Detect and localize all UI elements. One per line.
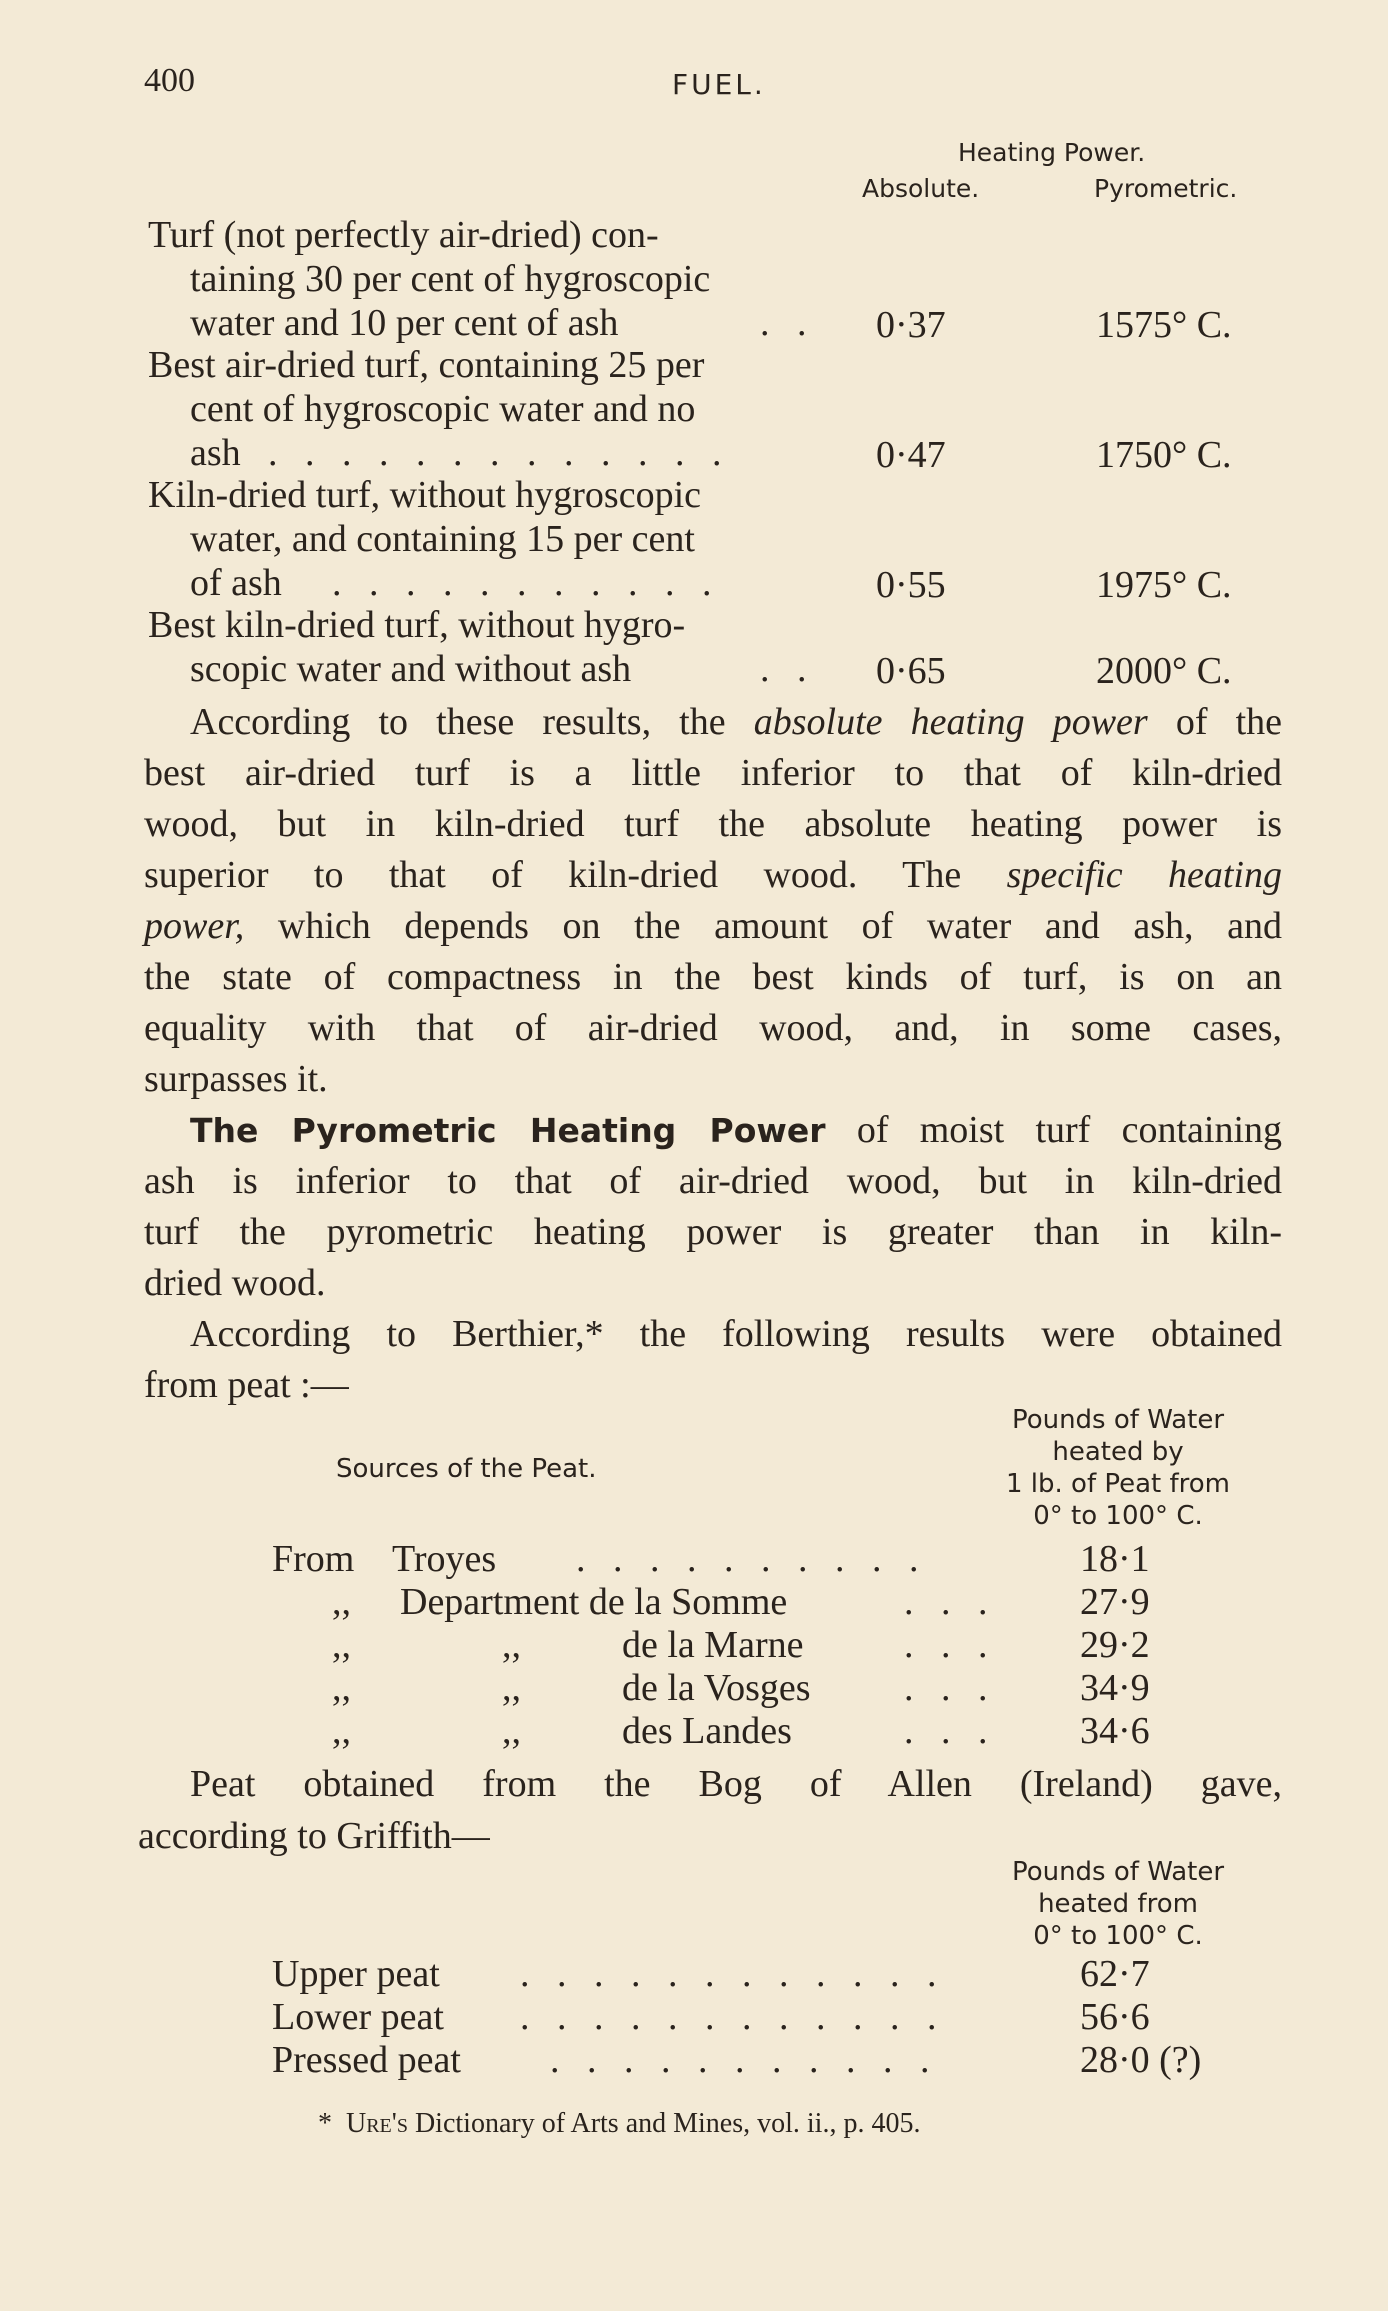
paragraph-1-line-2: best air-dried turf is a little inferior to that of kiln-dried — [144, 752, 1282, 794]
emphasis-absolute-heating-power: absolute heating power — [753, 701, 1148, 743]
paragraph-1-line-3: wood, but in kiln-dried turf the absolute heating power is — [144, 803, 1282, 845]
emphasis-specific-heating: specific heating — [1006, 854, 1282, 896]
pyrometric-heating-power-lead: The Pyrometric Heating Power — [190, 1111, 826, 1150]
paragraph-4-line-2: according to Griffith— — [138, 1815, 490, 1857]
berthier-row-4-source: de la Vosges — [622, 1667, 811, 1709]
footnote-marker: * — [318, 2108, 332, 2139]
turf-row-4-line-1: Best kiln-dried turf, without hygro- — [148, 604, 686, 646]
page-number: 400 — [144, 62, 195, 99]
griffith-row-2-source: Lower peat — [272, 1996, 444, 2038]
turf-row-4-pyrometric: 2000° C. — [1096, 650, 1232, 692]
berthier-row-2-value: 27·9 — [1080, 1581, 1150, 1623]
turf-row-4-line-2: scopic water and without ash — [190, 648, 632, 690]
griffith-value-column-header: Pounds of Water heated from 0° to 100° C. — [1011, 1857, 1225, 1951]
running-head: FUEL. — [672, 68, 766, 101]
turf-row-1-line-1: Turf (not perfectly air-dried) con- — [148, 214, 659, 256]
griffith-row-2-value: 56·6 — [1080, 1996, 1150, 2038]
berthier-row-1-value: 18·1 — [1080, 1538, 1150, 1580]
footnote-author: Ure's — [346, 2108, 408, 2139]
berthier-row-3-mid: ,, — [502, 1624, 521, 1666]
turf-row-3-absolute: 0·55 — [876, 564, 946, 606]
paragraph-1-line-7: equality with that of air-dried wood, and, in some cases, — [144, 1007, 1282, 1049]
paragraph-1-line-5: power, which depends on the amount of water and ash, and — [144, 905, 1282, 947]
paragraph-4-line-1: Peat obtained from the Bog of Allen (Ireland) gave, — [190, 1763, 1282, 1805]
griffith-row-3-source: Pressed peat — [272, 2039, 461, 2081]
turf-row-2-line-3: ash — [190, 432, 241, 474]
paragraph-1-line-4: superior to that of kiln-dried wood. The specific heating — [144, 854, 1282, 896]
griffith-row-1-source: Upper peat — [272, 1953, 440, 1995]
turf-row-1-line-2: taining 30 per cent of hygroscopic — [190, 258, 711, 300]
griffith-row-2-leader: . . . . . . . . . . . . — [520, 1996, 946, 2038]
turf-row-1-absolute: 0·37 — [876, 304, 946, 346]
turf-row-2-line-1: Best air-dried turf, containing 25 per — [148, 344, 705, 386]
berthier-row-2-leader: . . . — [904, 1581, 997, 1623]
berthier-row-5-value: 34·6 — [1080, 1710, 1150, 1752]
berthier-row-5-mid: ,, — [502, 1710, 521, 1752]
griffith-row-1-value: 62·7 — [1080, 1953, 1150, 1995]
turf-row-4-leader: . . — [760, 648, 816, 690]
turf-row-2-absolute: 0·47 — [876, 434, 946, 476]
paragraph-1-line-8: surpasses it. — [144, 1058, 328, 1100]
griffith-row-1-leader: . . . . . . . . . . . . — [520, 1953, 946, 1995]
turf-row-3-pyrometric: 1975° C. — [1096, 564, 1232, 606]
heating-power-heading: Heating Power. — [958, 138, 1146, 167]
berthier-row-5-source: des Landes — [622, 1710, 792, 1752]
turf-row-3-line-1: Kiln-dried turf, without hygroscopic — [148, 474, 702, 516]
berthier-row-4-leader: . . . — [904, 1667, 997, 1709]
paragraph-2-line-4: dried wood. — [144, 1262, 326, 1304]
turf-row-3-line-2: water, and containing 15 per cent — [190, 518, 695, 560]
berthier-row-4-mid: ,, — [502, 1667, 521, 1709]
paragraph-2-line-3: turf the pyrometric heating power is greater than in kiln- — [144, 1211, 1282, 1253]
turf-row-1-leader: . . — [760, 302, 816, 344]
berthier-row-5-prefix: ,, — [332, 1710, 351, 1752]
turf-row-2-leader: . . . . . . . . . . . . . — [268, 432, 731, 474]
footnote — [318, 2108, 920, 2140]
paragraph-3-line-1: According to Berthier,* the following results were obtained — [190, 1313, 1282, 1355]
turf-row-2-line-2: cent of hygroscopic water and no — [190, 388, 696, 430]
turf-row-3-leader: . . . . . . . . . . . — [332, 562, 721, 604]
emphasis-power: power, — [144, 905, 245, 947]
berthier-row-1-prefix: From — [272, 1538, 355, 1580]
pyrometric-column-header: Pyrometric. — [1094, 174, 1238, 203]
berthier-row-2-source: Department de la Somme — [400, 1581, 788, 1623]
sources-column-header: Sources of the Peat. — [336, 1454, 597, 1484]
paragraph-1-line-6: the state of compactness in the best kinds of turf, is on an — [144, 956, 1282, 998]
berthier-row-4-value: 34·9 — [1080, 1667, 1150, 1709]
berthier-row-3-source: de la Marne — [622, 1624, 804, 1666]
paragraph-2-line-1: The Pyrometric Heating Power of moist turf containing — [190, 1109, 1283, 1151]
turf-row-2-pyrometric: 1750° C. — [1096, 434, 1232, 476]
berthier-row-4-prefix: ,, — [332, 1667, 351, 1709]
berthier-value-column-header: Pounds of Water heated by 1 lb. of Peat from 0° to 100° C. — [1005, 1405, 1231, 1531]
berthier-row-3-prefix: ,, — [332, 1624, 351, 1666]
turf-row-1-pyrometric: 1575° C. — [1096, 304, 1232, 346]
turf-row-3-line-3: of ash — [190, 562, 282, 604]
footnote-text: Dictionary of Arts and Mines, vol. ii., p. 405. — [407, 2108, 921, 2139]
griffith-row-3-leader: . . . . . . . . . . . — [550, 2039, 939, 2081]
berthier-row-1-source: Troyes — [392, 1538, 497, 1580]
paragraph-2-line-2: ash is inferior to that of air-dried wood, but in kiln-dried — [144, 1160, 1282, 1202]
paragraph-1-line-1: According to these results, the absolute heating power of the — [190, 701, 1282, 743]
turf-row-1-line-3: water and 10 per cent of ash — [190, 302, 619, 344]
berthier-row-3-leader: . . . — [904, 1624, 997, 1666]
griffith-row-3-value: 28·0 (?) — [1080, 2039, 1202, 2081]
berthier-row-3-value: 29·2 — [1080, 1624, 1150, 1666]
turf-row-4-absolute: 0·65 — [876, 650, 946, 692]
berthier-row-2-prefix: ,, — [332, 1581, 351, 1623]
berthier-row-5-leader: . . . — [904, 1710, 997, 1752]
absolute-column-header: Absolute. — [862, 174, 980, 203]
berthier-row-1-leader: . . . . . . . . . . — [576, 1538, 928, 1580]
paragraph-3-line-2: from peat :— — [144, 1364, 349, 1406]
